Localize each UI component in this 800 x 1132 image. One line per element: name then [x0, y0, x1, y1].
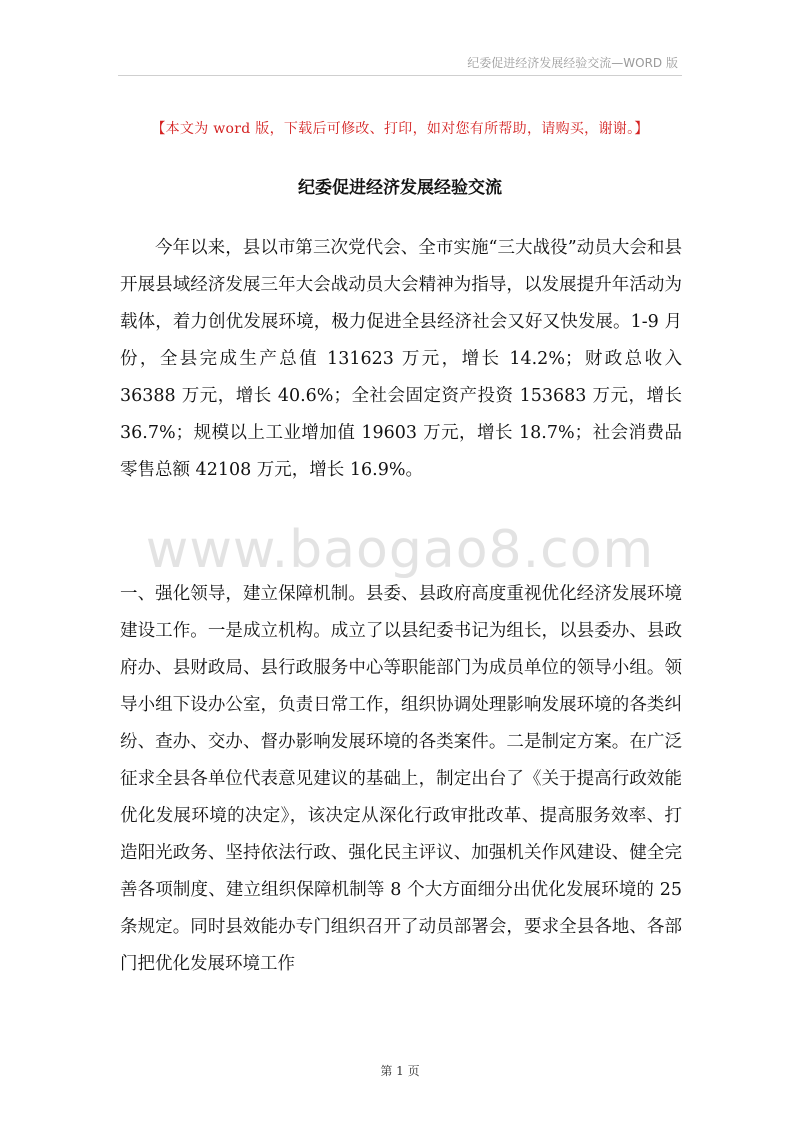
document-title: 纪委促进经济发展经验交流 [298, 178, 502, 198]
running-header: 纪委促进经济发展经验交流—WORD 版 [467, 56, 678, 70]
page-number: 第 1 页 [380, 1064, 420, 1078]
purchase-notice: 【本文为 word 版，下载后可修改、打印，如对您有所帮助，请购买，谢谢。】 [151, 121, 649, 137]
watermark: www.baogao8.com [145, 520, 655, 580]
header-divider [118, 75, 682, 76]
paragraph-section-one: 一、强化领导，建立保障机制。县委、县政府高度重视优化经济发展环境建设工作。一是成立机构。成立了以县纪委书记为组长，以县委办、县政府办、县财政局、县行政服务中心等职能部门为成员单位的领导小组。领导小组下设办公室，负责日常工作，组织协调处理影响发展环境的各类纠纷、查办、交办、督办影响发展环境的各类案件。二是制定方案。在广泛征求全县各单位代表意见建议的基础上，制定出台了《关于提高行政效能优化发展环境的决定》，该决定从深化行政审批改革、提高服务效率、打造阳光政务、坚持依法行政、强化民主评议、加强机关作风建设、健全完善各项制度、建立组织保障机制等 8 个大方面细分出优化发展环境的 25 条规定。同时县效能办专门组织召开了动员部署会，要求全县各地、各部门把优化发展环境工作 [120, 584, 682, 974]
paragraph-intro: 今年以来，县以市第三次党代会、全市实施“三大战役”动员大会和县开展县域经济发展三年大会战动员大会精神为指导，以发展提升年活动为载体，着力创优发展环境，极力促进全县经济社会又好又快发展。1-9 月份，全县完成生产总值 131623 万元，增长 14.2%；财政总收入 36388 万元，增长 40.6%；全社会固定资产投资 153683 万元，增长 36.7%；规模以上工业增加值 19603 万元，增长 18.7%；社会消费品零售总额 42108 万元，增长 16.9%。 [120, 238, 682, 480]
